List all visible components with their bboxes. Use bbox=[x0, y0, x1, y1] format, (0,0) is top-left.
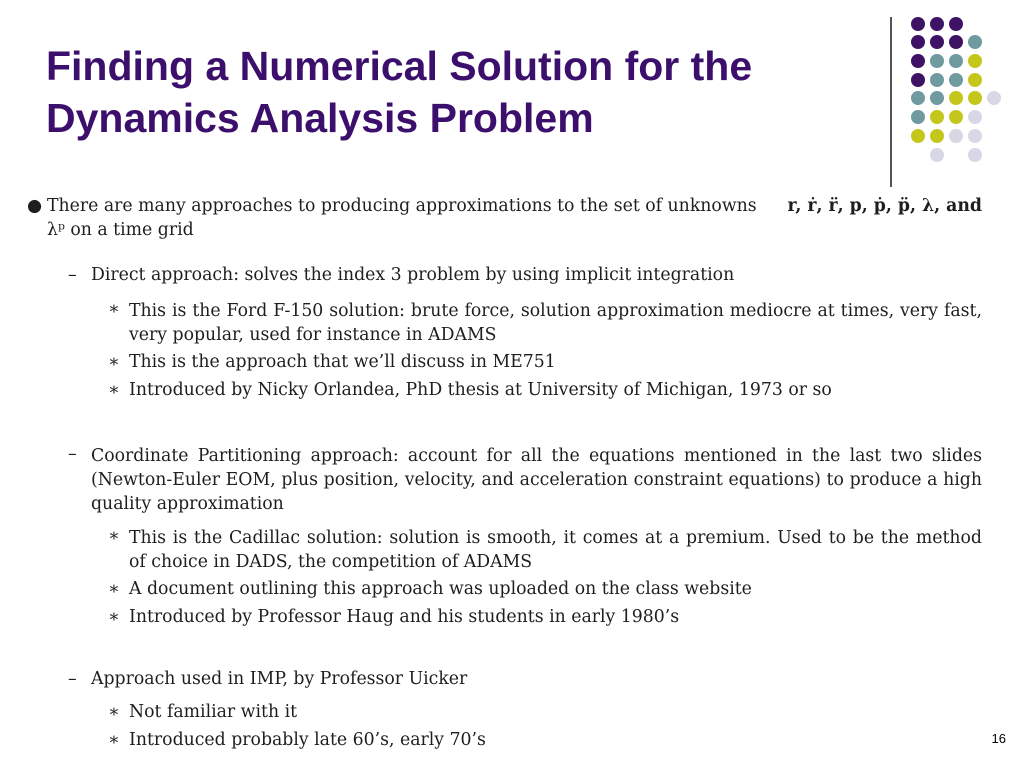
asterisk-bullet-icon: ∗ bbox=[108, 526, 120, 546]
approach-1-point-2: This is the approach that we’ll discuss in ME751 bbox=[129, 352, 556, 372]
approach-2-point-1: This is the Cadillac solution: solution is smooth, it comes at a premium. Used to be the method of choice in DADS, the competition of ADAMS bbox=[129, 528, 982, 572]
asterisk-bullet-icon: ∗ bbox=[108, 730, 120, 750]
title-line-2: Dynamics Analysis Problem bbox=[46, 95, 594, 141]
bullet-dot-icon: ● bbox=[27, 196, 43, 216]
intro-text: There are many approaches to producing approximations to the set of unknowns bbox=[47, 196, 757, 216]
page-number: 16 bbox=[991, 731, 1006, 746]
intro-line-2: λᵖ on a time grid bbox=[47, 220, 194, 240]
approach-2-point-3: Introduced by Professor Haug and his students in early 1980’s bbox=[129, 607, 680, 627]
approach-3-point-1: Not familiar with it bbox=[129, 702, 298, 722]
approach-1-point-1: This is the Ford F-150 solution: brute force, solution approximation mediocre at times, very fast, very popular, used for instance in ADAMS bbox=[129, 301, 982, 345]
approach-3-label: Approach used in IMP, by Professor Uicker bbox=[91, 669, 468, 689]
title-line-1: Finding a Numerical Solution for the bbox=[46, 43, 753, 89]
intro-unknowns: r, ṙ, r̈, p, ṗ, p̈, λ, and bbox=[787, 196, 982, 216]
dash-bullet-icon: – bbox=[68, 265, 77, 285]
approach-2-point-2: A document outlining this approach was uploaded on the class website bbox=[129, 579, 752, 599]
dash-bullet-icon: – bbox=[68, 444, 77, 464]
asterisk-bullet-icon: ∗ bbox=[108, 579, 120, 599]
asterisk-bullet-icon: ∗ bbox=[108, 607, 120, 627]
dash-bullet-icon: – bbox=[68, 669, 77, 689]
approach-1-point-3: Introduced by Nicky Orlandea, PhD thesis at University of Michigan, 1973 or so bbox=[129, 380, 832, 400]
approach-3-point-2: Introduced probably late 60’s, early 70’s bbox=[129, 730, 486, 750]
asterisk-bullet-icon: ∗ bbox=[108, 380, 120, 400]
asterisk-bullet-icon: ∗ bbox=[108, 299, 120, 319]
approach-2-label: Coordinate Partitioning approach: account for all the equations mentioned in the last two slides (Newton-Euler EOM, plus position, velocity, and acceleration constraint equations) to produce a high quality approximation bbox=[91, 446, 982, 514]
intro-line-1 bbox=[47, 196, 982, 216]
approach-1-label: Direct approach: solves the index 3 problem by using implicit integration bbox=[91, 265, 735, 285]
asterisk-bullet-icon: ∗ bbox=[108, 352, 120, 372]
asterisk-bullet-icon: ∗ bbox=[108, 702, 120, 722]
